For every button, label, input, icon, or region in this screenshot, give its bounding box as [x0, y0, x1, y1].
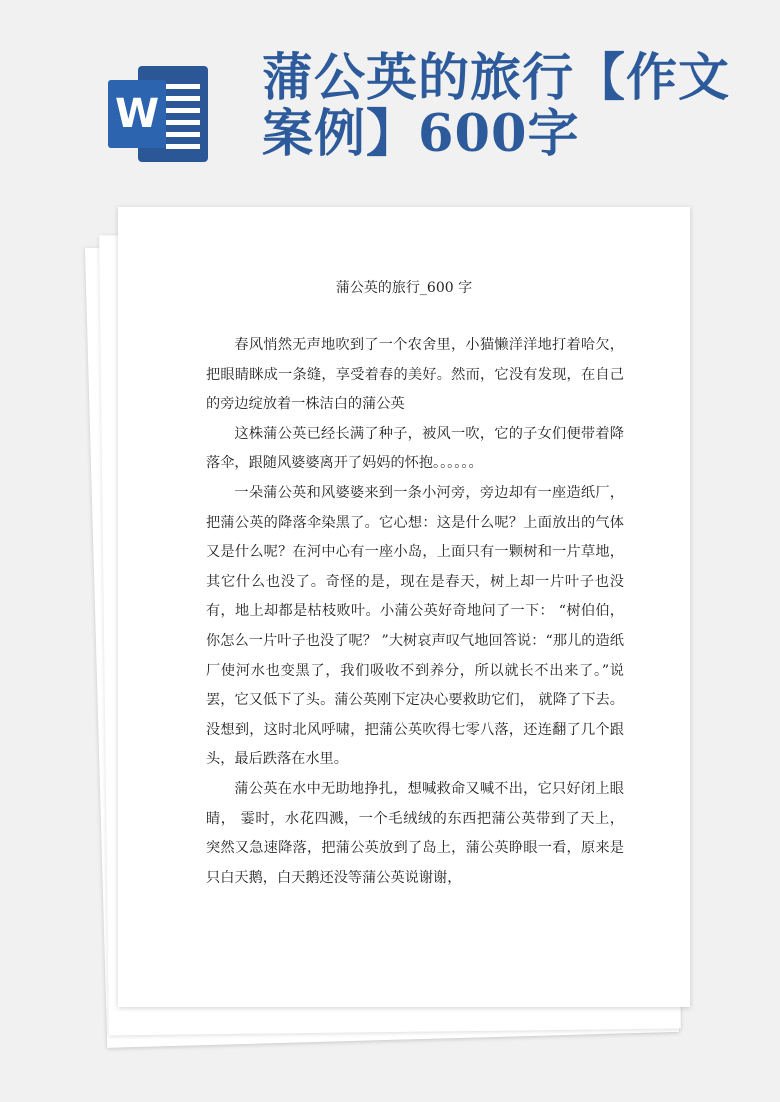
word-logo	[108, 66, 208, 162]
document-title: 蒲公英的旅行_600 字	[335, 280, 473, 296]
paragraph: 一朵蒲公英和风婆婆来到一条小河旁，旁边却有一座造纸厂，把蒲公英的降落伞染黑了。它心想：这是什么呢？上面放出的气体又是什么呢？在河中心有一座小岛，上面只有一颗树和一片草地，其它什么也没了。奇怪的是，现在是春天，树上却一片叶子也没有，地上却都是枯枝败叶。小蒲公英好奇地问了一下： “树伯伯， 你怎么一片叶子也没了呢？ ”大树哀声叹气地回答说：“那儿的造纸厂使河水也变黑了，我们吸收不到养分，所以就长不出来了。”说罢，它又低下了头。蒲公英刚下定决心要救助它们， 就降了下去。没想到，这时北风呼啸，把蒲公英吹得七零八落，还连翻了几个跟头，最后跌落在水里。	[206, 484, 624, 768]
document-body	[206, 331, 624, 893]
paragraph: 这株蒲公英已经长满了种子，被风一吹，它的子女们便带着降落伞，跟随风婆婆离开了妈妈的怀抱。。。。。。	[206, 425, 624, 472]
word-icon: W	[108, 80, 166, 148]
document-lines-icon	[166, 84, 200, 156]
page-headline: 蒲公英的旅行【作文案例】600字	[262, 48, 731, 164]
document-page	[118, 207, 690, 1007]
paragraph: 蒲公英在水中无助地挣扎，想喊救命又喊不出，它只好闭上眼睛， 霎时，水花四溅，一个毛绒绒的东西把蒲公英带到了天上， 突然又急速降落，把蒲公英放到了岛上，蒲公英睁眼一看，原来是只白天鹅，白天鹅还没等蒲公英说谢谢，	[206, 780, 624, 886]
paragraph: 春风悄然无声地吹到了一个农舍里，小猫懒洋洋地打着哈欠，把眼睛眯成一条缝，享受着春的美好。然而，它没有发现，在自己的旁边绽放着一株洁白的蒲公英	[206, 337, 624, 413]
